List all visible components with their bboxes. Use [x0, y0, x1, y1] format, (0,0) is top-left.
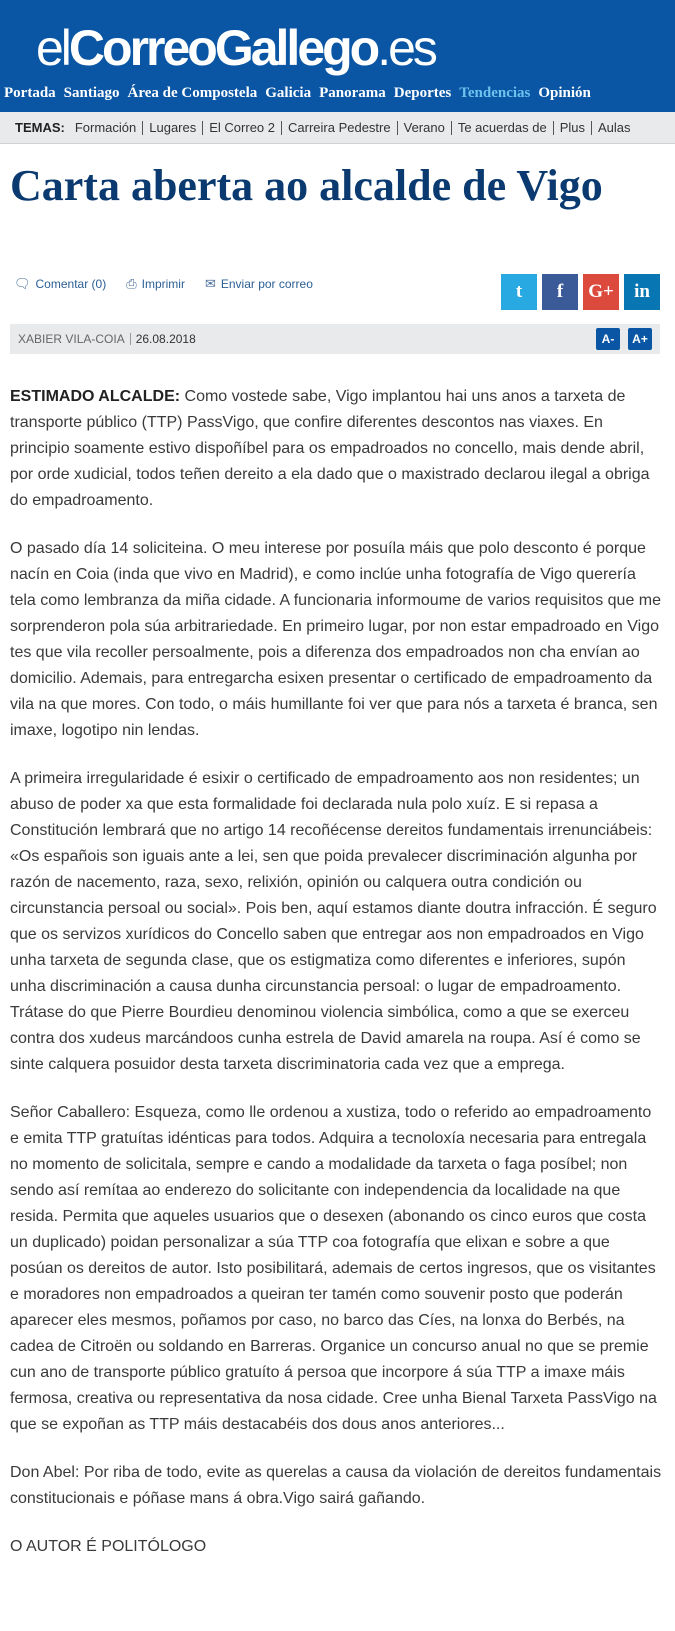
- linkedin-share-button[interactable]: [624, 274, 660, 310]
- nav-opinion[interactable]: Opinión: [538, 85, 591, 101]
- twitter-icon: t: [515, 281, 523, 302]
- lead-label: ESTIMADO ALCALDE:: [10, 388, 181, 405]
- topics-bar: [0, 112, 675, 144]
- nav-area-de-compostela[interactable]: Área de Compostela: [127, 85, 258, 101]
- facebook-icon: f: [556, 281, 564, 302]
- paragraph: Don Abel: Por riba de todo, evite as querelas a causa da violación de dereitos fundamentais constitucionais e póñase mans á obra.Vigo sairá gañando.: [10, 1464, 662, 1507]
- font-decrease-button[interactable]: A-: [596, 328, 620, 350]
- email-label: Enviar por correo: [220, 277, 313, 291]
- paragraph: O pasado día 14 soliciteina. O meu interese por posuíla máis que polo desconto é porque nacín en Coia (inda que vivo en Madrid), e como inclúe unha fotografía de Vigo querería tela como lembranza da miña cidade. A funcionaria informoume de varios requisitos que me sorprenderon pola súa arbitrariedade. En primeiro lugar, por non estar empadroado en Vigo tes que vila recoller persoalmente, pois a diferenza dos empadroados non cha envían ao domicilio. Ademais, para entregarcha esixen presentar o certificado de empadroamento da vila na que mores. Con todo, o máis humillante foi ver que para nós a tarxeta é branca, sen imaxe, logotipo nin lendas.: [10, 540, 662, 739]
- nav-panorama[interactable]: Panorama: [319, 85, 386, 101]
- article-title: Carta aberta ao alcalde de Vigo: [10, 161, 603, 210]
- print-button[interactable]: [126, 276, 185, 292]
- comment-label: Comentar (0): [35, 277, 107, 291]
- nav-deportes[interactable]: Deportes: [393, 85, 452, 101]
- article-actions: [14, 276, 333, 292]
- share-buttons: [501, 274, 660, 310]
- topic-item[interactable]: Te acuerdas de: [452, 121, 554, 135]
- author-note: O AUTOR É POLITÓLOGO: [10, 1538, 207, 1555]
- article-body: [10, 384, 662, 1582]
- facebook-share-button[interactable]: [542, 274, 578, 310]
- nav-santiago[interactable]: Santiago: [63, 85, 120, 101]
- twitter-share-button[interactable]: [501, 274, 537, 310]
- envelope-icon: ✉: [204, 276, 216, 291]
- paragraph-text: Como vostede sabe, Vigo implantou hai uns anos a tarxeta de transporte público (TTP) PassVigo, que confire diferentes descontos nas viaxes. En principio soamente estivo dispoñíbel para os empadroados no concello, mais dende abril, por orde xudicial, todos teñen dereito a ela dado que o maxistrado declarou ilegal a obriga do empadroamento.: [10, 388, 650, 509]
- paragraph: Señor Caballero: Esqueza, como lle ordenou a xustiza, todo o referido ao empadroamento e emita TTP gratuítas idénticas para todos. Adquira a tecnoloxía necesaria para entregala no momento de solicitala, sempre e cando a modalidade da tarxeta o faga posíbel; non sendo así remítaa ao enderezo do solicitante con independencia da localidade na que resida. Permita que aqueles usuarios que o desexen (abonando os cinco euros que costa un duplicado) poidan personalizar a súa TTP coa fotografía que elixan e sobre a que posúan os dereitos de autor. Isto posibilitará, ademais de certos ingresos, que os visitantes e moradores non empadroados a queiran ter tamén como souvenir posto que poderán aparecer eles mesmos, poñamos por caso, no barco das Cíes, na lonxa do Berbés, na cadea de Citroën ou soldando en Barreras. Organice un concurso anual no que se premie cun ano de transporte público gratuíto á persoa que incorpore á súa TTP a imaxe máis fermosa, creativa ou representativa da nosa cidade. Cree unha Bienal Tarxeta PassVigo na que se expoñan as TTP máis destacabéis dos dous anos anteriores...: [10, 1104, 657, 1433]
- author-name: XABIER VILA-COIA: [18, 332, 125, 346]
- font-increase-button[interactable]: A+: [628, 328, 652, 350]
- linkedin-icon: in: [634, 281, 650, 302]
- topic-item[interactable]: Aulas: [598, 119, 631, 135]
- comment-icon: 🗨︎: [14, 276, 31, 291]
- logo-main: CorreoGallego: [68, 20, 378, 76]
- paragraph: A primeira irregularidade é esixir o certificado de empadroamento aos non residentes; un abuso de poder xa que esta formalidade foi declarada nula polo xuíz. E si repasa a Constitución lembrará que no artigo 14 recoñécense dereitos fundamentais irrenunciábeis: «Os españois son iguais ante a lei, sen que poida prevalecer discriminación algunha por razón de nacemento, raza, sexo, relixión, opinión ou calquera outra condición ou circunstancia persoal ou social». Pois ben, aquí estamos diante doutra infracción. É seguro que os servizos xurídicos do Concello saben que entregar aos non empadroados en Vigo unha tarxeta de segunda clase, que os estigmatiza como diferentes e inferiores, supón unha discriminación a causa dunha circunstancia persoal: o lugar de empadroamento. Trátase do que Pierre Bourdieu denominou violencia simbólica, como a que se exerceu contra dos xudeus marcándoos cunha estrela de David amarela na roupa. Así é como se sinte calquera posuidor desta tarxeta discriminatoria cada vez que a emprega.: [10, 770, 657, 1073]
- nav-galicia[interactable]: Galicia: [265, 85, 312, 101]
- nav-tendencias[interactable]: Tendencias: [459, 85, 531, 101]
- logo-el: el: [36, 20, 69, 76]
- topic-item[interactable]: Carreira Pedestre: [282, 121, 398, 135]
- topic-item[interactable]: Plus: [554, 121, 592, 135]
- topic-item[interactable]: Lugares: [143, 121, 203, 135]
- topic-item[interactable]: Formación: [69, 121, 143, 135]
- site-logo[interactable]: [36, 18, 435, 78]
- printer-icon: ⎙: [126, 276, 137, 291]
- email-button[interactable]: [205, 276, 313, 292]
- topic-item[interactable]: El Correo 2: [203, 121, 282, 135]
- site-header: [0, 0, 675, 112]
- publish-date: 26.08.2018: [130, 333, 196, 345]
- logo-es: .es: [377, 20, 435, 76]
- paragraph: [10, 384, 662, 514]
- gplus-share-button[interactable]: [583, 274, 619, 310]
- nav-portada[interactable]: Portada: [4, 85, 56, 101]
- topics-label: TEMAS:: [15, 120, 65, 135]
- byline: [10, 324, 660, 354]
- topic-item[interactable]: Verano: [398, 121, 452, 135]
- gplus-icon: G+: [588, 281, 614, 302]
- comment-button[interactable]: [14, 276, 106, 292]
- print-label: Imprimir: [141, 277, 185, 291]
- main-nav: [0, 80, 595, 106]
